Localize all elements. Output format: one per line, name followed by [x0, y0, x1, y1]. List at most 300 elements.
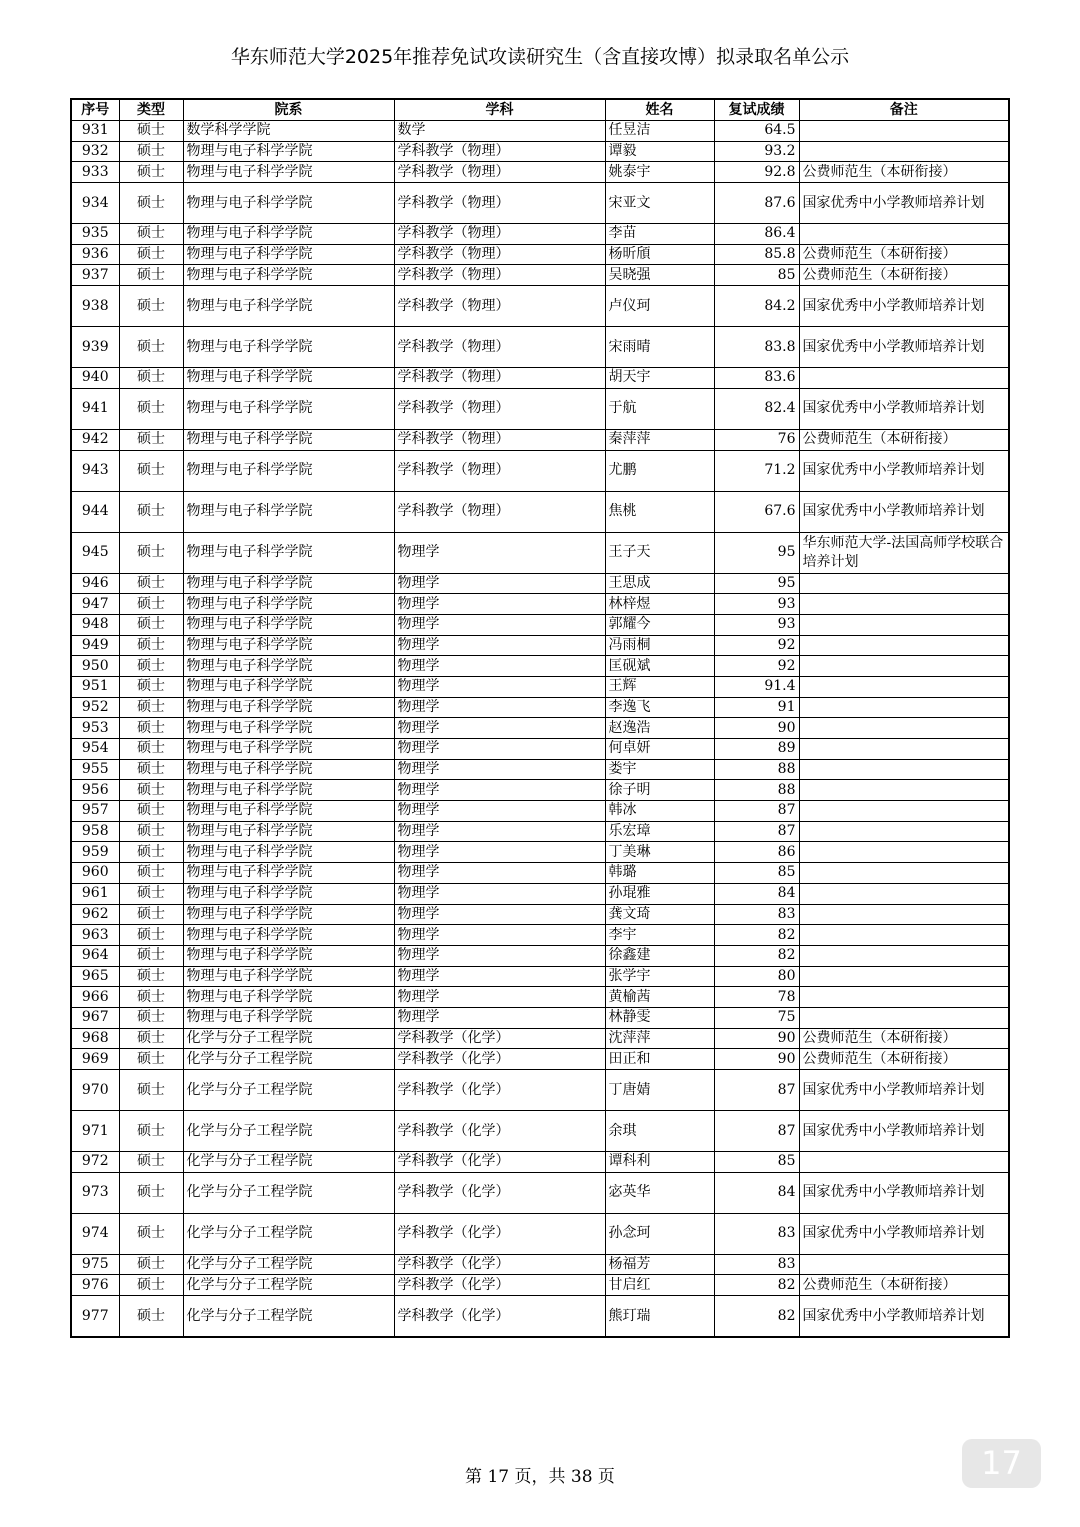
cell-subject: 学科教学（化学）	[394, 1254, 605, 1275]
cell-dept: 化学与分子工程学院	[183, 1275, 394, 1296]
cell-no: 960	[71, 863, 119, 884]
cell-subject: 学科教学（化学）	[394, 1213, 605, 1254]
cell-note	[799, 656, 1009, 677]
table-row	[71, 450, 1009, 491]
table-row	[71, 821, 1009, 842]
cell-subject: 学科教学（物理）	[394, 183, 605, 224]
cell-dept: 化学与分子工程学院	[183, 1028, 394, 1049]
cell-no: 935	[71, 224, 119, 245]
cell-note	[799, 966, 1009, 987]
cell-dept: 物理与电子科学学院	[183, 718, 394, 739]
cell-subject: 物理学	[394, 718, 605, 739]
cell-score: 92	[714, 656, 799, 677]
cell-name: 宓英华	[605, 1172, 714, 1213]
cell-note	[799, 676, 1009, 697]
cell-no: 933	[71, 162, 119, 183]
table-row	[71, 987, 1009, 1008]
cell-score: 83	[714, 1254, 799, 1275]
cell-score: 82.4	[714, 388, 799, 429]
table-row	[71, 883, 1009, 904]
cell-subject: 物理学	[394, 594, 605, 615]
header-no: 序号	[71, 99, 119, 121]
cell-type: 硕士	[119, 1111, 183, 1152]
cell-type: 硕士	[119, 121, 183, 142]
table-row	[71, 429, 1009, 450]
table-row	[71, 635, 1009, 656]
cell-note: 公费师范生（本研衔接）	[799, 1028, 1009, 1049]
cell-score: 82	[714, 1275, 799, 1296]
cell-type: 硕士	[119, 780, 183, 801]
cell-name: 余琪	[605, 1111, 714, 1152]
cell-type: 硕士	[119, 697, 183, 718]
table-row	[71, 863, 1009, 884]
cell-subject: 物理学	[394, 904, 605, 925]
cell-name: 姚泰宇	[605, 162, 714, 183]
cell-score: 82	[714, 925, 799, 946]
cell-type: 硕士	[119, 883, 183, 904]
cell-name: 甘启红	[605, 1275, 714, 1296]
cell-name: 韩璐	[605, 863, 714, 884]
cell-subject: 学科教学（物理）	[394, 244, 605, 265]
cell-subject: 物理学	[394, 532, 605, 573]
cell-type: 硕士	[119, 183, 183, 224]
table-row	[71, 388, 1009, 429]
table-row	[71, 904, 1009, 925]
cell-subject: 数学	[394, 121, 605, 142]
cell-type: 硕士	[119, 801, 183, 822]
cell-name: 吴晓强	[605, 265, 714, 286]
cell-subject: 物理学	[394, 780, 605, 801]
cell-type: 硕士	[119, 614, 183, 635]
cell-note	[799, 573, 1009, 594]
cell-score: 84	[714, 883, 799, 904]
cell-type: 硕士	[119, 532, 183, 573]
cell-type: 硕士	[119, 594, 183, 615]
cell-dept: 物理与电子科学学院	[183, 388, 394, 429]
cell-type: 硕士	[119, 1254, 183, 1275]
cell-score: 83	[714, 904, 799, 925]
table-row	[71, 1070, 1009, 1111]
cell-note	[799, 801, 1009, 822]
cell-type: 硕士	[119, 1070, 183, 1111]
cell-note	[799, 863, 1009, 884]
table-row	[71, 718, 1009, 739]
table-row	[71, 780, 1009, 801]
cell-type: 硕士	[119, 573, 183, 594]
cell-score: 80	[714, 966, 799, 987]
cell-note: 国家优秀中小学教师培养计划	[799, 286, 1009, 327]
cell-score: 87	[714, 1070, 799, 1111]
cell-note	[799, 780, 1009, 801]
cell-note: 华东师范大学-法国高师学校联合培养计划	[799, 532, 1009, 573]
header-score: 复试成绩	[714, 99, 799, 121]
cell-dept: 物理与电子科学学院	[183, 573, 394, 594]
table-row	[71, 739, 1009, 760]
cell-name: 田正和	[605, 1049, 714, 1070]
cell-no: 973	[71, 1172, 119, 1213]
cell-score: 83.6	[714, 368, 799, 389]
cell-name: 焦桃	[605, 491, 714, 532]
cell-subject: 学科教学（化学）	[394, 1296, 605, 1338]
cell-dept: 物理与电子科学学院	[183, 676, 394, 697]
table-header-row	[71, 99, 1009, 121]
cell-type: 硕士	[119, 450, 183, 491]
cell-dept: 物理与电子科学学院	[183, 925, 394, 946]
cell-name: 乐宏璋	[605, 821, 714, 842]
cell-type: 硕士	[119, 945, 183, 966]
cell-name: 胡天宇	[605, 368, 714, 389]
cell-no: 964	[71, 945, 119, 966]
cell-type: 硕士	[119, 1213, 183, 1254]
cell-dept: 化学与分子工程学院	[183, 1049, 394, 1070]
cell-score: 87	[714, 801, 799, 822]
cell-type: 硕士	[119, 635, 183, 656]
cell-dept: 物理与电子科学学院	[183, 368, 394, 389]
cell-score: 88	[714, 780, 799, 801]
cell-subject: 学科教学（化学）	[394, 1028, 605, 1049]
table-row	[71, 162, 1009, 183]
cell-dept: 物理与电子科学学院	[183, 821, 394, 842]
cell-name: 冯雨桐	[605, 635, 714, 656]
cell-note: 国家优秀中小学教师培养计划	[799, 491, 1009, 532]
cell-name: 李苗	[605, 224, 714, 245]
cell-note	[799, 224, 1009, 245]
cell-no: 962	[71, 904, 119, 925]
cell-no: 975	[71, 1254, 119, 1275]
cell-name: 孙念珂	[605, 1213, 714, 1254]
cell-score: 88	[714, 759, 799, 780]
cell-note	[799, 368, 1009, 389]
cell-no: 945	[71, 532, 119, 573]
cell-dept: 物理与电子科学学院	[183, 265, 394, 286]
cell-name: 徐鑫建	[605, 945, 714, 966]
cell-note: 公费师范生（本研衔接）	[799, 265, 1009, 286]
cell-no: 958	[71, 821, 119, 842]
cell-score: 95	[714, 532, 799, 573]
cell-dept: 物理与电子科学学院	[183, 842, 394, 863]
cell-dept: 化学与分子工程学院	[183, 1254, 394, 1275]
table-row	[71, 594, 1009, 615]
cell-dept: 物理与电子科学学院	[183, 883, 394, 904]
cell-name: 何卓妍	[605, 739, 714, 760]
cell-type: 硕士	[119, 162, 183, 183]
cell-subject: 物理学	[394, 842, 605, 863]
cell-name: 尤鹏	[605, 450, 714, 491]
cell-note	[799, 635, 1009, 656]
cell-name: 杨昕頎	[605, 244, 714, 265]
page-title: 华东师范大学2025年推荐免试攻读研究生（含直接攻博）拟录取名单公示	[230, 46, 850, 68]
cell-note: 国家优秀中小学教师培养计划	[799, 1296, 1009, 1338]
cell-score: 85	[714, 265, 799, 286]
cell-dept: 物理与电子科学学院	[183, 904, 394, 925]
table-row	[71, 966, 1009, 987]
cell-name: 熊玎瑞	[605, 1296, 714, 1338]
cell-subject: 学科教学（化学）	[394, 1152, 605, 1173]
cell-name: 孙琨雅	[605, 883, 714, 904]
cell-subject: 学科教学（物理）	[394, 286, 605, 327]
cell-type: 硕士	[119, 656, 183, 677]
cell-subject: 物理学	[394, 821, 605, 842]
cell-subject: 物理学	[394, 676, 605, 697]
cell-subject: 学科教学（化学）	[394, 1172, 605, 1213]
cell-note: 国家优秀中小学教师培养计划	[799, 1070, 1009, 1111]
cell-type: 硕士	[119, 327, 183, 368]
cell-dept: 化学与分子工程学院	[183, 1213, 394, 1254]
cell-dept: 数学科学学院	[183, 121, 394, 142]
cell-name: 娄宇	[605, 759, 714, 780]
cell-type: 硕士	[119, 244, 183, 265]
table-row	[71, 1049, 1009, 1070]
cell-name: 丁美琳	[605, 842, 714, 863]
cell-subject: 物理学	[394, 987, 605, 1008]
cell-dept: 物理与电子科学学院	[183, 286, 394, 327]
cell-note	[799, 1007, 1009, 1028]
cell-score: 93	[714, 614, 799, 635]
cell-subject: 学科教学（物理）	[394, 429, 605, 450]
cell-subject: 物理学	[394, 635, 605, 656]
table-row	[71, 1213, 1009, 1254]
cell-note	[799, 614, 1009, 635]
cell-dept: 物理与电子科学学院	[183, 863, 394, 884]
cell-note	[799, 121, 1009, 142]
cell-note: 国家优秀中小学教师培养计划	[799, 450, 1009, 491]
cell-name: 杨福芳	[605, 1254, 714, 1275]
cell-note	[799, 697, 1009, 718]
table-row	[71, 532, 1009, 573]
cell-score: 85.8	[714, 244, 799, 265]
cell-note	[799, 842, 1009, 863]
cell-dept: 物理与电子科学学院	[183, 162, 394, 183]
cell-name: 徐子明	[605, 780, 714, 801]
cell-type: 硕士	[119, 759, 183, 780]
cell-score: 87.6	[714, 183, 799, 224]
cell-no: 953	[71, 718, 119, 739]
cell-no: 939	[71, 327, 119, 368]
cell-dept: 物理与电子科学学院	[183, 141, 394, 162]
cell-subject: 学科教学（物理）	[394, 450, 605, 491]
cell-no: 954	[71, 739, 119, 760]
cell-score: 85	[714, 863, 799, 884]
cell-no: 955	[71, 759, 119, 780]
cell-score: 90	[714, 718, 799, 739]
header-dept: 院系	[183, 99, 394, 121]
cell-score: 75	[714, 1007, 799, 1028]
cell-note: 国家优秀中小学教师培养计划	[799, 1213, 1009, 1254]
cell-note	[799, 718, 1009, 739]
cell-dept: 物理与电子科学学院	[183, 635, 394, 656]
cell-no: 967	[71, 1007, 119, 1028]
cell-score: 91	[714, 697, 799, 718]
cell-type: 硕士	[119, 1007, 183, 1028]
cell-dept: 物理与电子科学学院	[183, 614, 394, 635]
cell-subject: 物理学	[394, 883, 605, 904]
cell-score: 90	[714, 1049, 799, 1070]
cell-subject: 物理学	[394, 945, 605, 966]
cell-type: 硕士	[119, 676, 183, 697]
cell-type: 硕士	[119, 1172, 183, 1213]
cell-subject: 学科教学（物理）	[394, 327, 605, 368]
table-row	[71, 676, 1009, 697]
cell-score: 86.4	[714, 224, 799, 245]
cell-name: 秦萍萍	[605, 429, 714, 450]
cell-dept: 物理与电子科学学院	[183, 532, 394, 573]
cell-type: 硕士	[119, 141, 183, 162]
cell-score: 86	[714, 842, 799, 863]
cell-no: 943	[71, 450, 119, 491]
cell-score: 64.5	[714, 121, 799, 142]
cell-score: 82	[714, 1296, 799, 1338]
cell-score: 85	[714, 1152, 799, 1173]
cell-note: 国家优秀中小学教师培养计划	[799, 183, 1009, 224]
cell-no: 941	[71, 388, 119, 429]
cell-dept: 物理与电子科学学院	[183, 697, 394, 718]
table-row	[71, 759, 1009, 780]
cell-type: 硕士	[119, 388, 183, 429]
table-row	[71, 1172, 1009, 1213]
cell-note	[799, 883, 1009, 904]
cell-type: 硕士	[119, 265, 183, 286]
cell-type: 硕士	[119, 1028, 183, 1049]
header-subject: 学科	[394, 99, 605, 121]
cell-no: 940	[71, 368, 119, 389]
cell-type: 硕士	[119, 739, 183, 760]
cell-name: 丁唐婧	[605, 1070, 714, 1111]
cell-score: 67.6	[714, 491, 799, 532]
cell-dept: 物理与电子科学学院	[183, 1007, 394, 1028]
cell-note	[799, 141, 1009, 162]
cell-subject: 物理学	[394, 759, 605, 780]
cell-score: 92.8	[714, 162, 799, 183]
table-row	[71, 925, 1009, 946]
cell-note	[799, 821, 1009, 842]
cell-type: 硕士	[119, 286, 183, 327]
table-row	[71, 945, 1009, 966]
cell-dept: 物理与电子科学学院	[183, 945, 394, 966]
cell-no: 956	[71, 780, 119, 801]
cell-no: 963	[71, 925, 119, 946]
table-row	[71, 1028, 1009, 1049]
table-row	[71, 1007, 1009, 1028]
cell-subject: 物理学	[394, 966, 605, 987]
table-row	[71, 1111, 1009, 1152]
table-row	[71, 491, 1009, 532]
cell-dept: 物理与电子科学学院	[183, 656, 394, 677]
cell-name: 谭科利	[605, 1152, 714, 1173]
cell-name: 王辉	[605, 676, 714, 697]
cell-name: 王子天	[605, 532, 714, 573]
cell-note	[799, 1254, 1009, 1275]
table-row	[71, 656, 1009, 677]
table-row	[71, 265, 1009, 286]
cell-type: 硕士	[119, 1296, 183, 1338]
table-body	[71, 121, 1009, 1338]
cell-score: 78	[714, 987, 799, 1008]
cell-dept: 物理与电子科学学院	[183, 429, 394, 450]
cell-dept: 化学与分子工程学院	[183, 1070, 394, 1111]
cell-dept: 化学与分子工程学院	[183, 1152, 394, 1173]
cell-dept: 物理与电子科学学院	[183, 327, 394, 368]
cell-no: 949	[71, 635, 119, 656]
cell-score: 82	[714, 945, 799, 966]
table-row	[71, 327, 1009, 368]
cell-score: 93.2	[714, 141, 799, 162]
cell-note: 公费师范生（本研衔接）	[799, 1275, 1009, 1296]
cell-score: 83	[714, 1213, 799, 1254]
cell-note: 国家优秀中小学教师培养计划	[799, 327, 1009, 368]
header-note: 备注	[799, 99, 1009, 121]
cell-score: 76	[714, 429, 799, 450]
cell-score: 84	[714, 1172, 799, 1213]
cell-no: 969	[71, 1049, 119, 1070]
cell-dept: 化学与分子工程学院	[183, 1111, 394, 1152]
cell-name: 林梓煜	[605, 594, 714, 615]
cell-dept: 物理与电子科学学院	[183, 244, 394, 265]
cell-no: 948	[71, 614, 119, 635]
table-row	[71, 697, 1009, 718]
cell-name: 于航	[605, 388, 714, 429]
cell-note	[799, 594, 1009, 615]
cell-subject: 物理学	[394, 656, 605, 677]
cell-dept: 物理与电子科学学院	[183, 450, 394, 491]
cell-no: 931	[71, 121, 119, 142]
cell-name: 匡砚斌	[605, 656, 714, 677]
cell-subject: 学科教学（物理）	[394, 141, 605, 162]
table-row	[71, 244, 1009, 265]
cell-subject: 学科教学（化学）	[394, 1275, 605, 1296]
cell-score: 89	[714, 739, 799, 760]
header-name: 姓名	[605, 99, 714, 121]
cell-subject: 学科教学（物理）	[394, 162, 605, 183]
cell-subject: 物理学	[394, 925, 605, 946]
cell-name: 李逸飞	[605, 697, 714, 718]
cell-type: 硕士	[119, 224, 183, 245]
cell-name: 赵逸浩	[605, 718, 714, 739]
cell-no: 977	[71, 1296, 119, 1338]
cell-type: 硕士	[119, 1049, 183, 1070]
cell-name: 林静雯	[605, 1007, 714, 1028]
cell-subject: 物理学	[394, 697, 605, 718]
cell-note	[799, 1152, 1009, 1173]
cell-dept: 物理与电子科学学院	[183, 780, 394, 801]
cell-no: 968	[71, 1028, 119, 1049]
cell-dept: 物理与电子科学学院	[183, 966, 394, 987]
cell-score: 83.8	[714, 327, 799, 368]
cell-subject: 物理学	[394, 1007, 605, 1028]
cell-dept: 物理与电子科学学院	[183, 987, 394, 1008]
cell-no: 970	[71, 1070, 119, 1111]
cell-subject: 物理学	[394, 863, 605, 884]
cell-note: 公费师范生（本研衔接）	[799, 429, 1009, 450]
table-row	[71, 368, 1009, 389]
cell-score: 92	[714, 635, 799, 656]
cell-subject: 学科教学（物理）	[394, 265, 605, 286]
cell-subject: 物理学	[394, 614, 605, 635]
table-row	[71, 224, 1009, 245]
cell-no: 950	[71, 656, 119, 677]
cell-subject: 学科教学（化学）	[394, 1111, 605, 1152]
table-row	[71, 183, 1009, 224]
cell-no: 946	[71, 573, 119, 594]
cell-note: 公费师范生（本研衔接）	[799, 162, 1009, 183]
cell-no: 971	[71, 1111, 119, 1152]
cell-dept: 物理与电子科学学院	[183, 594, 394, 615]
cell-name: 卢仪珂	[605, 286, 714, 327]
cell-no: 961	[71, 883, 119, 904]
cell-dept: 物理与电子科学学院	[183, 224, 394, 245]
admission-table	[70, 98, 1010, 1338]
cell-subject: 学科教学（物理）	[394, 491, 605, 532]
cell-name: 韩冰	[605, 801, 714, 822]
